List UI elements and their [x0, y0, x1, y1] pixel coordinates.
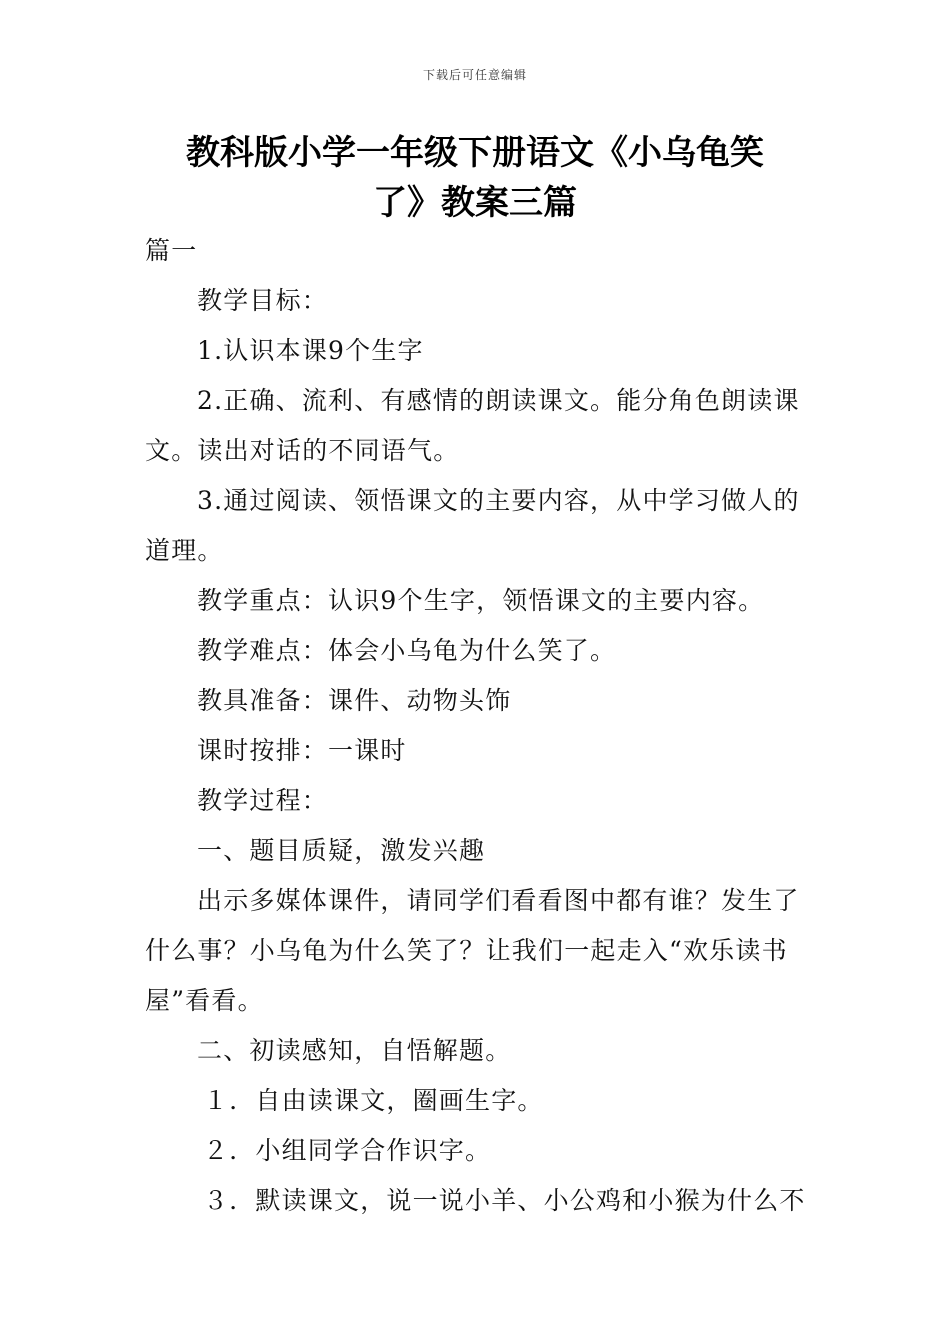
document-title	[145, 128, 805, 228]
paragraph: 教学过程：	[197, 786, 329, 815]
paragraph: 教具准备：课件、动物头饰	[197, 686, 512, 715]
paragraph: 2.正确、流利、有感情的朗读课文。能分角色朗读课文。读出对话的不同语气。	[145, 386, 800, 465]
paragraph: 教学目标：	[197, 286, 329, 315]
paragraph: 1.认识本课9个生字	[197, 336, 424, 365]
header-note: 下载后可任意编辑	[422, 68, 527, 82]
paragraph: 二、初读感知，自悟解题。	[197, 1036, 512, 1065]
paragraph: 一、题目质疑，激发兴趣	[197, 836, 486, 865]
section-heading: 篇一	[145, 236, 198, 265]
list-item: １．自由读课文，圈画生字。	[203, 1086, 544, 1115]
title-line-2: 了》教案三篇	[373, 183, 577, 223]
list-item: ２．小组同学合作识字。	[203, 1136, 492, 1165]
title-line-1: 教科版小学一年级下册语文《小乌龟笑	[186, 133, 764, 173]
document-body	[145, 226, 807, 1226]
list-item: ３．默读课文，说一说小羊、小公鸡和小猴为什么不	[203, 1186, 806, 1215]
paragraph: 出示多媒体课件，请同学们看看图中都有谁？发生了什么事？小乌龟为什么笑了？让我们一起走入“欢乐读书屋”看看。	[145, 886, 800, 1015]
paragraph: 教学难点：体会小乌龟为什么笑了。	[197, 636, 617, 665]
paragraph: 教学重点：认识9个生字，领悟课文的主要内容。	[197, 586, 765, 615]
paragraph: 课时按排：一课时	[197, 736, 407, 765]
paragraph: 3.通过阅读、领悟课文的主要内容，从中学习做人的道理。	[145, 486, 800, 565]
